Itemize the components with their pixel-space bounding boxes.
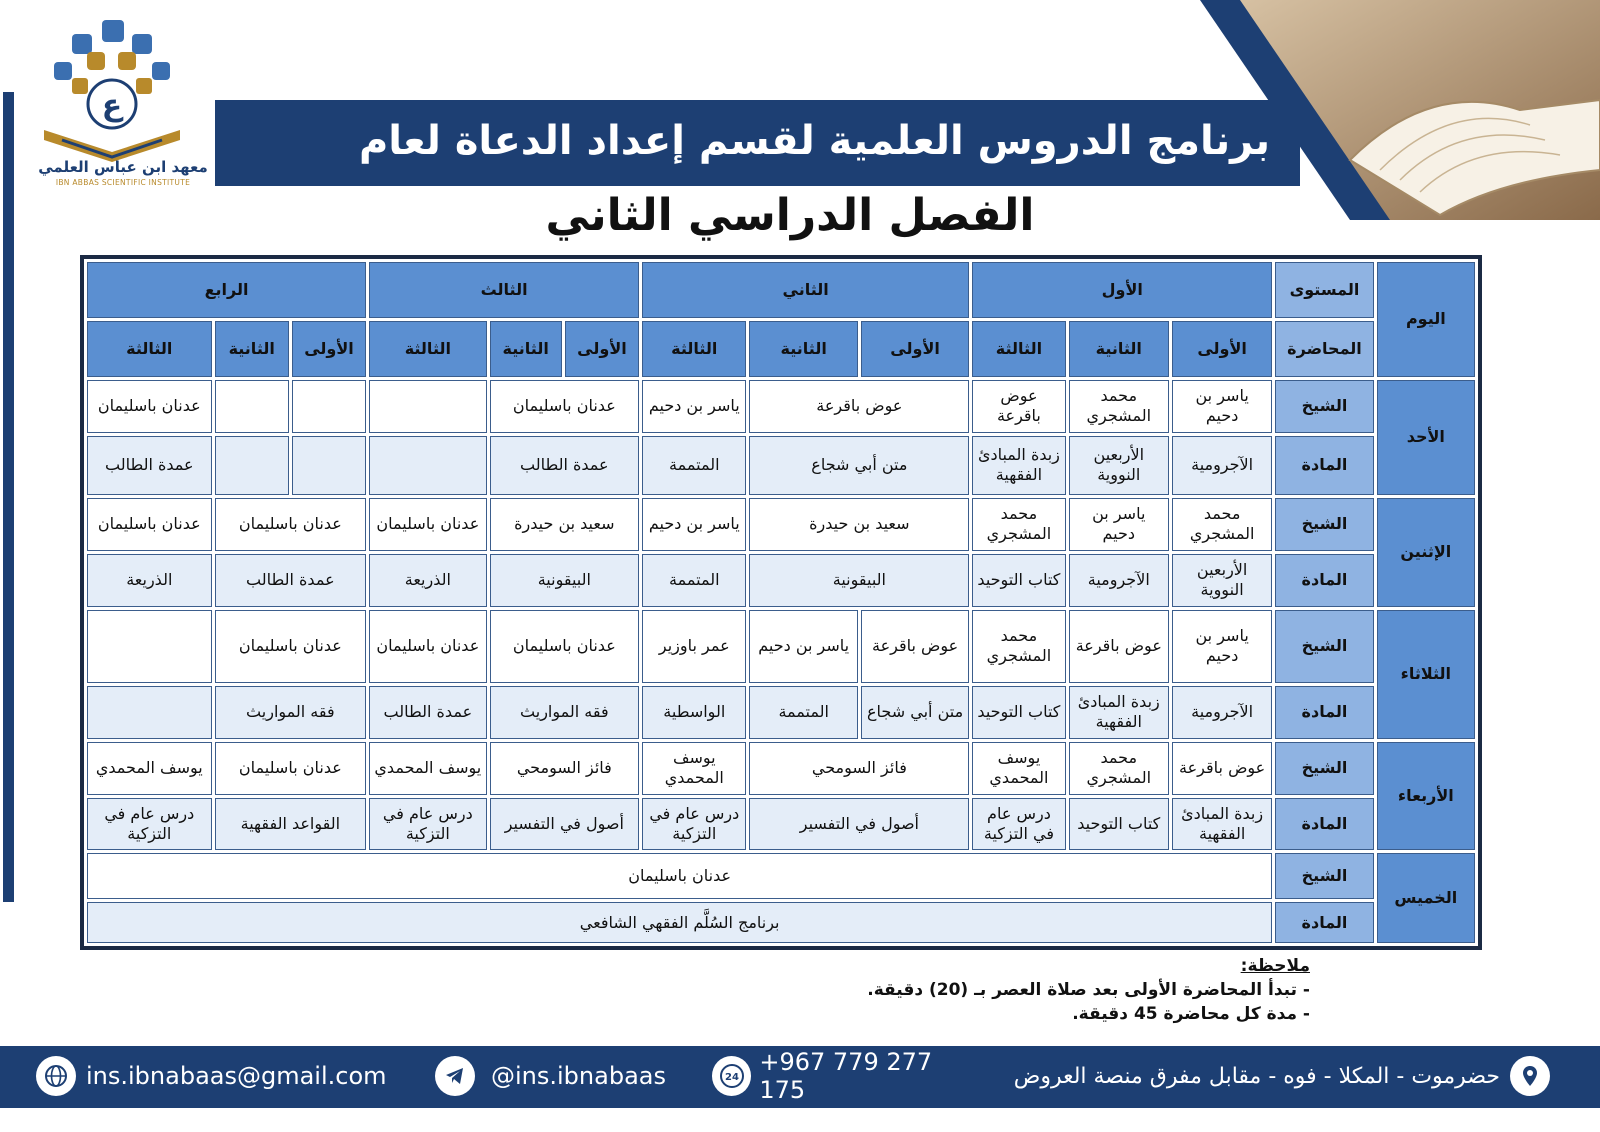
footer-email[interactable] [36, 1052, 416, 1100]
tuesday-sheikh-cell: محمد المشجري [972, 610, 1065, 683]
globe-icon [36, 1056, 76, 1096]
sheikh-label: الشيخ [1275, 380, 1373, 433]
note-text: تبدأ المحاضرة الأولى بعد صلاة العصر بـ (20) دقيقة. [867, 980, 1298, 1000]
tuesday-subject-cell: زبدة المبادئ الفقهية [1069, 686, 1169, 739]
monday-sheikh-cell: ياسر بن دحيم [642, 498, 746, 551]
sunday-subject-cell: متن أبي شجاع [749, 436, 969, 495]
page-title: برنامج الدروس العلمية لقسم إعداد الدعاة لعام 1446هـ [358, 118, 1270, 240]
tuesday-subject-cell: متن أبي شجاع [861, 686, 969, 739]
subject-label: المادة [1275, 686, 1373, 739]
sunday-sheikh-cell: ياسر بن دحيم [1172, 380, 1272, 433]
phone-text[interactable]: +967 779 277 175 [759, 1048, 933, 1104]
sunday-sheikh-cell: ياسر بن دحيم [642, 380, 746, 433]
level-row-label: المستوى [1275, 262, 1373, 318]
schedule-table [84, 259, 1478, 946]
sheikh-label: الشيخ [1275, 610, 1373, 683]
lecture-header: الثانية [1069, 321, 1169, 377]
subject-label: المادة [1275, 798, 1373, 851]
tuesday-sheikh-cell: ياسر بن دحيم [1172, 610, 1272, 683]
sunday-subject-cell: الآجرومية [1172, 436, 1272, 495]
lecture-header: الثالثة [642, 321, 746, 377]
wednesday-subject-cell: زبدة المبادئ الفقهية [1172, 798, 1272, 851]
level-2-header: الثاني [642, 262, 969, 318]
tuesday-subject-cell: كتاب التوحيد [972, 686, 1065, 739]
wednesday-subject-cell: القواعد الفقهية [215, 798, 367, 851]
lecture-row-label: المحاضرة [1275, 321, 1373, 377]
tuesday-subject-cell: فقه المواريث [490, 686, 640, 739]
notes-section [840, 956, 1310, 1024]
monday-sheikh-cell: محمد المشجري [1172, 498, 1272, 551]
telegram-handle[interactable]: @ins.ibnabaas [491, 1062, 666, 1090]
monday-sheikh-cell: عدنان باسليمان [87, 498, 212, 551]
sheikh-label: الشيخ [1275, 742, 1373, 795]
wednesday-sheikh-cell: محمد المشجري [1069, 742, 1169, 795]
sheikh-label: الشيخ [1275, 853, 1373, 899]
note-item: - مدة كل محاضرة 45 دقيقة. [1072, 1004, 1310, 1024]
tuesday-subject-cell: فقه المواريث [215, 686, 367, 739]
monday-sheikh-cell: عدنان باسليمان [369, 498, 486, 551]
monday-subject-cell: البيقونية [749, 554, 969, 607]
lecture-header: الأولى [1172, 321, 1272, 377]
footer-phone[interactable] [712, 1048, 982, 1104]
sunday-sheikh-cell [369, 380, 486, 433]
monday-subject-cell: عمدة الطالب [215, 554, 367, 607]
left-accent-bar [3, 92, 14, 902]
sunday-subject-cell [369, 436, 486, 495]
monday-subject-cell: كتاب التوحيد [972, 554, 1065, 607]
tuesday-subject-cell: المتممة [749, 686, 857, 739]
tuesday-subject-cell [87, 686, 212, 739]
note-item: - تبدأ المحاضرة الأولى بعد صلاة العصر بـ (20) دقيقة. [867, 980, 1310, 1000]
monday-subject-cell: الذريعة [369, 554, 486, 607]
wednesday-sheikh-cell: عوض باقرعة [1172, 742, 1272, 795]
monday-sheikh-cell: ياسر بن دحيم [1069, 498, 1169, 551]
wednesday-subject-cell: كتاب التوحيد [1069, 798, 1169, 851]
wednesday-subject-cell: درس عام في التزكية [87, 798, 212, 851]
logo-arabic-name: معهد ابن عباس العلمي [38, 158, 208, 176]
svg-text:24: 24 [724, 1072, 739, 1083]
footer-telegram[interactable] [435, 1052, 695, 1100]
lecture-header: الأولى [861, 321, 969, 377]
sunday-subject-cell: زبدة المبادئ الفقهية [972, 436, 1065, 495]
notes-title: ملاحظة: [1240, 956, 1310, 976]
logo-english-name: IBN ABBAS SCIENTIFIC INSTITUTE [55, 178, 191, 187]
tuesday-subject-cell: الواسطية [642, 686, 746, 739]
wednesday-subject-cell: أصول في التفسير [490, 798, 640, 851]
monday-subject-cell: المتممة [642, 554, 746, 607]
wednesday-sheikh-cell: يوسف المحمدي [369, 742, 486, 795]
monday-sheikh-cell: عدنان باسليمان [215, 498, 367, 551]
schedule-table-frame [80, 255, 1482, 950]
wednesday-sheikh-cell: يوسف المحمدي [642, 742, 746, 795]
day-column-header: اليوم [1377, 262, 1475, 377]
lecture-header: الثانية [490, 321, 562, 377]
wednesday-sheikh-cell: يوسف المحمدي [87, 742, 212, 795]
monday-sheikh-cell: سعيد بن حيدرة [749, 498, 969, 551]
day-wednesday: الأربعاء [1377, 742, 1475, 851]
tuesday-sheikh-cell: عوض باقرعة [1069, 610, 1169, 683]
subject-label: المادة [1275, 436, 1373, 495]
monday-sheikh-cell: محمد المشجري [972, 498, 1065, 551]
telegram-icon [435, 1056, 475, 1096]
sunday-sheikh-cell: عدنان باسليمان [490, 380, 640, 433]
lecture-header: الثانية [215, 321, 289, 377]
monday-subject-cell: الآجرومية [1069, 554, 1169, 607]
sunday-subject-cell [215, 436, 289, 495]
wednesday-sheikh-cell: فائز السومحي [749, 742, 969, 795]
tuesday-subject-cell: عمدة الطالب [369, 686, 486, 739]
lecture-header: الثانية [749, 321, 857, 377]
tuesday-sheikh-cell [87, 610, 212, 683]
tuesday-sheikh-cell: عوض باقرعة [861, 610, 969, 683]
monday-sheikh-cell: سعيد بن حيدرة [490, 498, 640, 551]
tuesday-sheikh-cell: عدنان باسليمان [369, 610, 486, 683]
sunday-sheikh-cell: عوض باقرعة [749, 380, 969, 433]
wednesday-sheikh-cell: عدنان باسليمان [215, 742, 367, 795]
day-monday: الإثنين [1377, 498, 1475, 607]
day-tuesday: الثلاثاء [1377, 610, 1475, 739]
wednesday-subject-cell: درس عام في التزكية [642, 798, 746, 851]
monday-subject-cell: الأربعين النووية [1172, 554, 1272, 607]
day-sunday: الأحد [1377, 380, 1475, 495]
day-thursday: الخميس [1377, 853, 1475, 943]
location-pin-icon [1510, 1056, 1550, 1096]
sunday-subject-cell: عمدة الطالب [87, 436, 212, 495]
sunday-subject-cell: المتممة [642, 436, 746, 495]
sheikh-label: الشيخ [1275, 498, 1373, 551]
tuesday-subject-cell: الآجرومية [1172, 686, 1272, 739]
note-text: مدة كل محاضرة 45 دقيقة. [1072, 1004, 1298, 1024]
footer-address [990, 1052, 1550, 1100]
page-subtitle: الفصل الدراسي الثاني [545, 190, 1035, 241]
sunday-sheikh-cell: عدنان باسليمان [87, 380, 212, 433]
logo-letter: ع [101, 88, 123, 123]
subject-label: المادة [1275, 902, 1373, 943]
phone-24-icon [712, 1056, 751, 1096]
thursday-sheikh-cell: عدنان باسليمان [87, 853, 1272, 899]
wednesday-subject-cell: درس عام في التزكية [972, 798, 1065, 851]
subject-label: المادة [1275, 554, 1373, 607]
level-4-header: الرابع [87, 262, 366, 318]
lecture-header: الثالثة [972, 321, 1065, 377]
lecture-header: الثالثة [369, 321, 486, 377]
lecture-header: الأولى [565, 321, 639, 377]
sunday-sheikh-cell [292, 380, 366, 433]
sunday-sheikh-cell: عوض باقرعة [972, 380, 1065, 433]
sunday-subject-cell: الأربعين النووية [1069, 436, 1169, 495]
address-text: حضرموت - المكلا - فوه - مقابل مفرق منصة العروض [1013, 1063, 1500, 1089]
wednesday-subject-cell: أصول في التفسير [749, 798, 969, 851]
sunday-subject-cell [292, 436, 366, 495]
wednesday-subject-cell: درس عام في التزكية [369, 798, 486, 851]
tuesday-sheikh-cell: عمر باوزير [642, 610, 746, 683]
sunday-sheikh-cell: محمد المشجري [1069, 380, 1169, 433]
monday-subject-cell: الذريعة [87, 554, 212, 607]
thursday-subject-cell: برنامج السُلَّم الفقهي الشافعي [87, 902, 1272, 943]
tuesday-sheikh-cell: عدنان باسليمان [215, 610, 367, 683]
wednesday-sheikh-cell: فائز السومحي [490, 742, 640, 795]
level-3-header: الثالث [369, 262, 639, 318]
tuesday-sheikh-cell: ياسر بن دحيم [749, 610, 857, 683]
level-1-header: الأول [972, 262, 1272, 318]
sunday-sheikh-cell [215, 380, 289, 433]
email-text[interactable]: ins.ibnabaas@gmail.com [86, 1062, 387, 1090]
lecture-header: الثالثة [87, 321, 212, 377]
lecture-header: الأولى [292, 321, 366, 377]
tuesday-sheikh-cell: عدنان باسليمان [490, 610, 640, 683]
monday-subject-cell: البيقونية [490, 554, 640, 607]
wednesday-sheikh-cell: يوسف المحمدي [972, 742, 1065, 795]
sunday-subject-cell: عمدة الطالب [490, 436, 640, 495]
